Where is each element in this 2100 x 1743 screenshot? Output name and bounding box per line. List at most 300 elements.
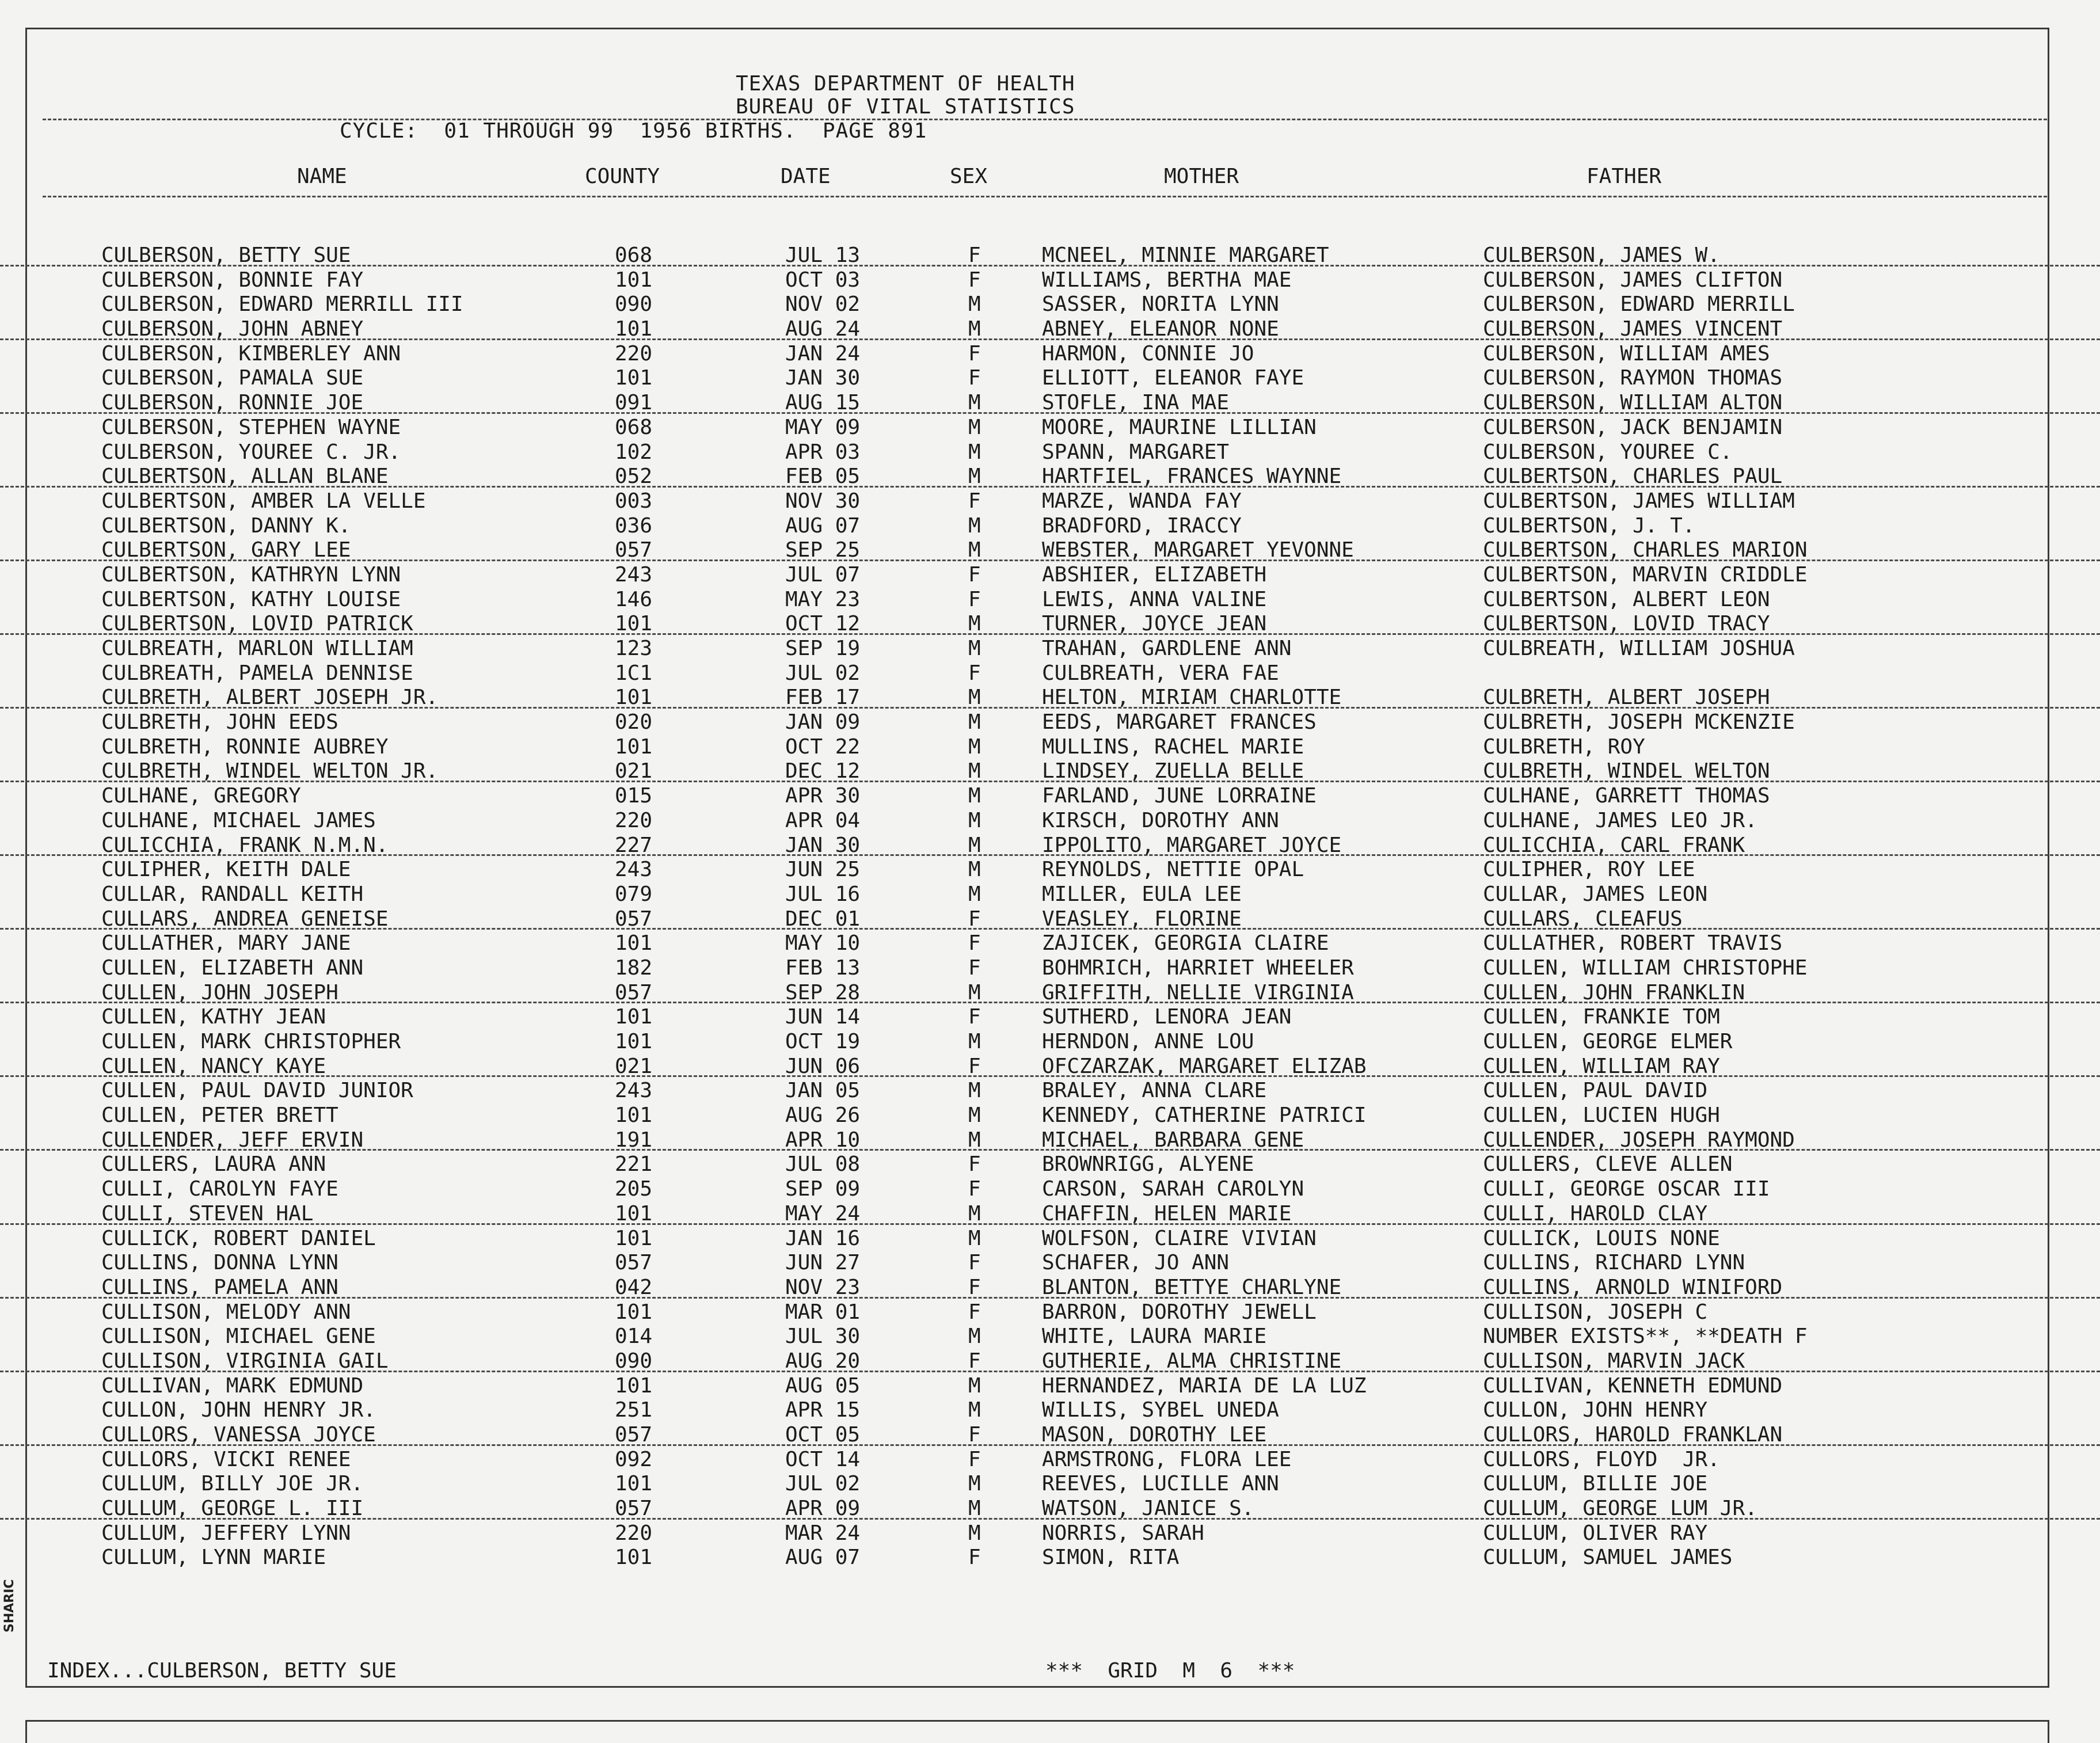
county-code: 057 bbox=[615, 1423, 653, 1447]
father-name: CULBRETH, ROY bbox=[1483, 735, 1645, 759]
table-row bbox=[0, 1127, 2100, 1151]
child-name: CULBERTSON, AMBER LA VELLE bbox=[101, 489, 426, 513]
mother-name: OFCZARZAK, MARGARET ELIZAB bbox=[1042, 1054, 1367, 1078]
birth-date: FEB 13 bbox=[785, 956, 861, 980]
table-row bbox=[0, 782, 2100, 807]
birth-date: DEC 12 bbox=[785, 759, 861, 783]
county-code: 101 bbox=[615, 1030, 653, 1053]
county-code: 101 bbox=[615, 1005, 653, 1029]
mother-name: MICHAEL, BARBARA GENE bbox=[1042, 1128, 1304, 1152]
child-name: CULLEN, KATHY JEAN bbox=[101, 1005, 326, 1029]
county-code: 1C1 bbox=[615, 661, 653, 685]
county-code: 101 bbox=[615, 612, 653, 636]
child-name: CULBERTSON, DANNY K. bbox=[101, 513, 351, 538]
sex: F bbox=[968, 341, 981, 366]
mother-name: MCNEEL, MINNIE MARGARET bbox=[1042, 243, 1329, 267]
sex: M bbox=[968, 465, 981, 489]
table-row bbox=[0, 1323, 2100, 1348]
table-row bbox=[0, 1151, 2100, 1175]
birth-date: APR 10 bbox=[785, 1128, 861, 1152]
county-code: 057 bbox=[615, 1497, 653, 1521]
mother-name: MASON, DOROTHY LEE bbox=[1042, 1423, 1267, 1447]
sex: M bbox=[968, 391, 981, 415]
father-name: CULIPHER, ROY LEE bbox=[1483, 858, 1695, 882]
county-code: 102 bbox=[615, 440, 653, 464]
county-code: 052 bbox=[615, 465, 653, 489]
sex: F bbox=[968, 1251, 981, 1275]
table-row bbox=[0, 1028, 2100, 1053]
mother-name: VEASLEY, FLORINE bbox=[1042, 907, 1242, 931]
father-name: CULLUM, SAMUEL JAMES bbox=[1483, 1546, 1733, 1570]
table-row bbox=[0, 1053, 2100, 1078]
mother-name: BRADFORD, IRACCY bbox=[1042, 513, 1242, 538]
table-row bbox=[0, 979, 2100, 1004]
sex: M bbox=[968, 415, 981, 439]
mother-name: HERNANDEZ, MARIA DE LA LUZ bbox=[1042, 1373, 1367, 1398]
sex: M bbox=[968, 1128, 981, 1152]
table-row bbox=[0, 488, 2100, 512]
sex: M bbox=[968, 808, 981, 832]
birth-date: JUN 27 bbox=[785, 1251, 861, 1275]
county-code: 146 bbox=[615, 587, 653, 611]
table-row bbox=[0, 1348, 2100, 1372]
table-row bbox=[0, 660, 2100, 684]
child-name: CULBRETH, WINDEL WELTON JR. bbox=[101, 759, 439, 783]
table-row bbox=[0, 340, 2100, 365]
table-row bbox=[0, 315, 2100, 340]
father-name: CULLEN, FRANKIE TOM bbox=[1483, 1005, 1720, 1029]
birth-date: JAN 09 bbox=[785, 710, 861, 735]
child-name: CULLATHER, MARY JANE bbox=[101, 931, 351, 956]
mother-name: WILLIAMS, BERTHA MAE bbox=[1042, 268, 1292, 292]
sex: M bbox=[968, 1373, 981, 1398]
county-code: 057 bbox=[615, 980, 653, 1004]
sex: F bbox=[968, 1349, 981, 1373]
sex: M bbox=[968, 292, 981, 317]
father-name: CULBREATH, WILLIAM JOSHUA bbox=[1483, 637, 1795, 660]
mother-name: LINDSEY, ZUELLA BELLE bbox=[1042, 759, 1304, 783]
child-name: CULBERSON, JOHN ABNEY bbox=[101, 317, 364, 341]
child-name: CULLORS, VICKI RENEE bbox=[101, 1447, 351, 1471]
mother-name: WATSON, JANICE S. bbox=[1042, 1497, 1254, 1521]
child-name: CULBERTSON, ALLAN BLANE bbox=[101, 465, 389, 489]
father-name: CULLORS, FLOYD JR. bbox=[1483, 1447, 1720, 1471]
table-row bbox=[0, 586, 2100, 611]
sex: F bbox=[968, 1423, 981, 1447]
birth-date: JUN 06 bbox=[785, 1054, 861, 1078]
birth-date: SEP 19 bbox=[785, 637, 861, 660]
father-name: CULBERTSON, J. T. bbox=[1483, 513, 1695, 538]
birth-date: DEC 01 bbox=[785, 907, 861, 931]
child-name: CULBERSON, EDWARD MERRILL III bbox=[101, 292, 463, 317]
birth-date: JUL 13 bbox=[785, 243, 861, 267]
county-code: 101 bbox=[615, 1546, 653, 1570]
sex: F bbox=[968, 243, 981, 267]
father-name: CULLEN, WILLIAM RAY bbox=[1483, 1054, 1720, 1078]
county-code: 090 bbox=[615, 1349, 653, 1373]
child-name: CULLON, JOHN HENRY JR. bbox=[101, 1398, 376, 1422]
mother-name: MARZE, WANDA FAY bbox=[1042, 489, 1242, 513]
birth-date: AUG 07 bbox=[785, 513, 861, 538]
birth-date: OCT 22 bbox=[785, 735, 861, 759]
county-code: 101 bbox=[615, 1226, 653, 1250]
county-code: 015 bbox=[615, 784, 653, 808]
child-name: CULICCHIA, FRANK N.M.N. bbox=[101, 833, 389, 857]
table-row bbox=[0, 1421, 2100, 1446]
child-name: CULBREATH, PAMELA DENNISE bbox=[101, 661, 413, 685]
father-name: CULBRETH, ALBERT JOSEPH bbox=[1483, 686, 1770, 710]
county-code: 068 bbox=[615, 243, 653, 267]
child-name: CULLISON, MELODY ANN bbox=[101, 1300, 351, 1324]
mother-name: CHAFFIN, HELEN MARIE bbox=[1042, 1201, 1292, 1226]
mother-name: TURNER, JOYCE JEAN bbox=[1042, 612, 1267, 636]
mother-name: KIRSCH, DOROTHY ANN bbox=[1042, 808, 1279, 832]
sex: M bbox=[968, 440, 981, 464]
child-name: CULLISON, VIRGINIA GAIL bbox=[101, 1349, 389, 1373]
county-code: 101 bbox=[615, 686, 653, 710]
sex: M bbox=[968, 784, 981, 808]
child-name: CULLUM, JEFFERY LYNN bbox=[101, 1521, 351, 1545]
mother-name: KENNEDY, CATHERINE PATRICI bbox=[1042, 1103, 1367, 1128]
table-row bbox=[0, 881, 2100, 905]
table-row bbox=[0, 364, 2100, 389]
child-name: CULBERTSON, KATHY LOUISE bbox=[101, 587, 401, 611]
table-row bbox=[0, 1102, 2100, 1127]
header-bureau: BUREAU OF VITAL STATISTICS bbox=[736, 95, 1075, 119]
birth-date: JUL 30 bbox=[785, 1325, 861, 1349]
table-row bbox=[0, 414, 2100, 439]
mother-name: STOFLE, INA MAE bbox=[1042, 391, 1230, 415]
child-name: CULBERTSON, GARY LEE bbox=[101, 538, 351, 562]
sex: F bbox=[968, 1300, 981, 1324]
table-row bbox=[0, 905, 2100, 930]
child-name: CULLERS, LAURA ANN bbox=[101, 1152, 326, 1177]
birth-date: OCT 03 bbox=[785, 268, 861, 292]
father-name: CULBRETH, WINDEL WELTON bbox=[1483, 759, 1770, 783]
birth-date: MAY 09 bbox=[785, 415, 861, 439]
child-name: CULLEN, ELIZABETH ANN bbox=[101, 956, 364, 980]
table-row bbox=[0, 463, 2100, 488]
county-code: 220 bbox=[615, 808, 653, 832]
sex: F bbox=[968, 489, 981, 513]
county-code: 243 bbox=[615, 562, 653, 587]
col-header-date: DATE bbox=[781, 165, 831, 188]
mother-name: NORRIS, SARAH bbox=[1042, 1521, 1204, 1545]
table-row bbox=[0, 242, 2100, 267]
county-code: 101 bbox=[615, 268, 653, 292]
father-name: CULBERSON, JAMES CLIFTON bbox=[1483, 268, 1783, 292]
table-row bbox=[0, 930, 2100, 954]
child-name: CULLICK, ROBERT DANIEL bbox=[101, 1226, 376, 1250]
child-name: CULBERTSON, KATHRYN LYNN bbox=[101, 562, 401, 587]
father-name: CULBERSON, RAYMON THOMAS bbox=[1483, 366, 1783, 390]
mother-name: BROWNRIGG, ALYENE bbox=[1042, 1152, 1254, 1177]
birth-date: FEB 05 bbox=[785, 465, 861, 489]
sex: F bbox=[968, 268, 981, 292]
county-code: 014 bbox=[615, 1325, 653, 1349]
birth-date: NOV 30 bbox=[785, 489, 861, 513]
table-row bbox=[0, 512, 2100, 537]
father-name: CULBERSON, JAMES W. bbox=[1483, 243, 1720, 267]
father-name: CULLICK, LOUIS NONE bbox=[1483, 1226, 1720, 1250]
sex: F bbox=[968, 661, 981, 685]
father-name: CULBERTSON, JAMES WILLIAM bbox=[1483, 489, 1795, 513]
father-name: CULBERTSON, ALBERT LEON bbox=[1483, 587, 1770, 611]
father-name: CULLI, HAROLD CLAY bbox=[1483, 1201, 1708, 1226]
table-row bbox=[0, 1225, 2100, 1250]
mother-name: GRIFFITH, NELLIE VIRGINIA bbox=[1042, 980, 1354, 1004]
father-name: CULLERS, CLEVE ALLEN bbox=[1483, 1152, 1733, 1177]
father-name: CULLUM, GEORGE LUM JR. bbox=[1483, 1497, 1757, 1521]
county-code: 101 bbox=[615, 1472, 653, 1496]
child-name: CULBRETH, RONNIE AUBREY bbox=[101, 735, 389, 759]
table-row bbox=[0, 561, 2100, 586]
father-name: CULLINS, ARNOLD WINIFORD bbox=[1483, 1275, 1783, 1299]
birth-date: AUG 07 bbox=[785, 1546, 861, 1570]
mother-name: MULLINS, RACHEL MARIE bbox=[1042, 735, 1304, 759]
father-name: CULLORS, HAROLD FRANKLAN bbox=[1483, 1423, 1783, 1447]
birth-date: JUN 25 bbox=[785, 858, 861, 882]
sex: M bbox=[968, 513, 981, 538]
county-code: 079 bbox=[615, 882, 653, 906]
father-name: CULBERTSON, MARVIN CRIDDLE bbox=[1483, 562, 1808, 587]
table-row bbox=[0, 709, 2100, 733]
birth-date: JUL 02 bbox=[785, 1472, 861, 1496]
father-name: CULBERSON, EDWARD MERRILL bbox=[1483, 292, 1795, 317]
birth-date: APR 30 bbox=[785, 784, 861, 808]
county-code: 220 bbox=[615, 341, 653, 366]
mother-name: GUTHERIE, ALMA CHRISTINE bbox=[1042, 1349, 1342, 1373]
county-code: 068 bbox=[615, 415, 653, 439]
birth-date: OCT 12 bbox=[785, 612, 861, 636]
mother-name: ABNEY, ELEANOR NONE bbox=[1042, 317, 1279, 341]
father-name: CULLEN, WILLIAM CHRISTOPHE bbox=[1483, 956, 1808, 980]
table-row bbox=[0, 291, 2100, 315]
child-name: CULLENDER, JEFF ERVIN bbox=[101, 1128, 364, 1152]
child-name: CULBERSON, BONNIE FAY bbox=[101, 268, 364, 292]
county-code: 090 bbox=[615, 292, 653, 317]
mother-name: SIMON, RITA bbox=[1042, 1546, 1180, 1570]
father-name: CULHANE, GARRETT THOMAS bbox=[1483, 784, 1770, 808]
county-code: 021 bbox=[615, 1054, 653, 1078]
county-code: 101 bbox=[615, 1201, 653, 1226]
father-name: CULLEN, JOHN FRANKLIN bbox=[1483, 980, 1745, 1004]
birth-date: MAY 10 bbox=[785, 931, 861, 956]
child-name: CULBERSON, BETTY SUE bbox=[101, 243, 351, 267]
child-name: CULBERSON, PAMALA SUE bbox=[101, 366, 364, 390]
birth-date: JUN 14 bbox=[785, 1005, 861, 1029]
sex: F bbox=[968, 1275, 981, 1299]
father-name: CULLUM, OLIVER RAY bbox=[1483, 1521, 1708, 1545]
mother-name: BARRON, DOROTHY JEWELL bbox=[1042, 1300, 1317, 1324]
col-header-mother: MOTHER bbox=[1164, 165, 1239, 188]
father-name: NUMBER EXISTS**, **DEATH F bbox=[1483, 1325, 1808, 1349]
mother-name: WEBSTER, MARGARET YEVONNE bbox=[1042, 538, 1354, 562]
birth-date: APR 03 bbox=[785, 440, 861, 464]
table-row bbox=[0, 1299, 2100, 1323]
mother-name: WILLIS, SYBEL UNEDA bbox=[1042, 1398, 1279, 1422]
county-code: 191 bbox=[615, 1128, 653, 1152]
county-code: 021 bbox=[615, 759, 653, 783]
sex: M bbox=[968, 637, 981, 660]
child-name: CULLUM, GEORGE L. III bbox=[101, 1497, 364, 1521]
table-row bbox=[0, 1544, 2100, 1569]
father-name: CULBERSON, WILLIAM AMES bbox=[1483, 341, 1770, 366]
table-row bbox=[0, 1077, 2100, 1102]
birth-date: OCT 19 bbox=[785, 1030, 861, 1053]
mother-name: TRAHAN, GARDLENE ANN bbox=[1042, 637, 1292, 660]
table-row bbox=[0, 954, 2100, 979]
sex: F bbox=[968, 956, 981, 980]
table-row bbox=[0, 1470, 2100, 1495]
sex: M bbox=[968, 1472, 981, 1496]
mother-name: LEWIS, ANNA VALINE bbox=[1042, 587, 1267, 611]
county-code: 101 bbox=[615, 735, 653, 759]
county-code: 205 bbox=[615, 1177, 653, 1201]
table-row bbox=[0, 389, 2100, 414]
table-row bbox=[0, 536, 2100, 561]
table-row bbox=[0, 1396, 2100, 1421]
mother-name: REEVES, LUCILLE ANN bbox=[1042, 1472, 1279, 1496]
table-row bbox=[0, 1003, 2100, 1028]
father-name: CULLEN, LUCIEN HUGH bbox=[1483, 1103, 1720, 1128]
birth-date: APR 04 bbox=[785, 808, 861, 832]
table-row bbox=[0, 1249, 2100, 1274]
sex: M bbox=[968, 833, 981, 857]
table-row bbox=[0, 635, 2100, 660]
child-name: CULLAR, RANDALL KEITH bbox=[101, 882, 364, 906]
father-name: CULBERSON, JACK BENJAMIN bbox=[1483, 415, 1783, 439]
child-name: CULHANE, GREGORY bbox=[101, 784, 301, 808]
birth-date: JUL 16 bbox=[785, 882, 861, 906]
county-code: 057 bbox=[615, 538, 653, 562]
sex: F bbox=[968, 1054, 981, 1078]
county-code: 101 bbox=[615, 317, 653, 341]
birth-date: AUG 05 bbox=[785, 1373, 861, 1398]
sex: M bbox=[968, 317, 981, 341]
father-name: CULLUM, BILLIE JOE bbox=[1483, 1472, 1708, 1496]
mother-name: SASSER, NORITA LYNN bbox=[1042, 292, 1279, 317]
county-code: 227 bbox=[615, 833, 653, 857]
next-page-frame bbox=[25, 1720, 2049, 1743]
child-name: CULLI, CAROLYN FAYE bbox=[101, 1177, 338, 1201]
sex: M bbox=[968, 858, 981, 882]
column-header-rule bbox=[43, 196, 2047, 197]
footer-grid: *** GRID M 6 *** bbox=[1045, 1659, 1295, 1683]
child-name: CULLUM, BILLY JOE JR. bbox=[101, 1472, 364, 1496]
table-row bbox=[0, 1495, 2100, 1520]
table-row bbox=[0, 832, 2100, 857]
side-label: SHARIC bbox=[2, 1579, 17, 1632]
father-name: CULLEN, PAUL DAVID bbox=[1483, 1079, 1708, 1103]
child-name: CULLINS, DONNA LYNN bbox=[101, 1251, 338, 1275]
sex: F bbox=[968, 562, 981, 587]
table-row bbox=[0, 684, 2100, 709]
sex: M bbox=[968, 538, 981, 562]
child-name: CULLORS, VANESSA JOYCE bbox=[101, 1423, 376, 1447]
father-name: CULLISON, JOSEPH C bbox=[1483, 1300, 1708, 1324]
birth-date: NOV 02 bbox=[785, 292, 861, 317]
birth-date: JUL 07 bbox=[785, 562, 861, 587]
header-cycle: CYCLE: 01 THROUGH 99 1956 BIRTHS. PAGE 891 bbox=[340, 119, 927, 143]
birth-date: AUG 24 bbox=[785, 317, 861, 341]
mother-name: EEDS, MARGARET FRANCES bbox=[1042, 710, 1317, 735]
father-name: CULLON, JOHN HENRY bbox=[1483, 1398, 1708, 1422]
child-name: CULLINS, PAMELA ANN bbox=[101, 1275, 338, 1299]
father-name: CULBRETH, JOSEPH MCKENZIE bbox=[1483, 710, 1795, 735]
mother-name: HELTON, MIRIAM CHARLOTTE bbox=[1042, 686, 1342, 710]
birth-date: FEB 17 bbox=[785, 686, 861, 710]
child-name: CULHANE, MICHAEL JAMES bbox=[101, 808, 376, 832]
county-code: 057 bbox=[615, 1251, 653, 1275]
sex: M bbox=[968, 1079, 981, 1103]
county-code: 101 bbox=[615, 1103, 653, 1128]
child-name: CULLARS, ANDREA GENEISE bbox=[101, 907, 389, 931]
sex: M bbox=[968, 1103, 981, 1128]
child-name: CULLEN, JOHN JOSEPH bbox=[101, 980, 338, 1004]
sex: M bbox=[968, 882, 981, 906]
birth-date: OCT 14 bbox=[785, 1447, 861, 1471]
sex: M bbox=[968, 735, 981, 759]
birth-date: SEP 09 bbox=[785, 1177, 861, 1201]
sex: F bbox=[968, 1152, 981, 1177]
sex: M bbox=[968, 1521, 981, 1545]
sex: M bbox=[968, 686, 981, 710]
child-name: CULLEN, NANCY KAYE bbox=[101, 1054, 326, 1078]
county-code: 020 bbox=[615, 710, 653, 735]
county-code: 101 bbox=[615, 366, 653, 390]
birth-date: MAR 01 bbox=[785, 1300, 861, 1324]
sex: M bbox=[968, 759, 981, 783]
county-code: 221 bbox=[615, 1152, 653, 1177]
child-name: CULLISON, MICHAEL GENE bbox=[101, 1325, 376, 1349]
sex: M bbox=[968, 710, 981, 735]
father-name: CULLEN, GEORGE ELMER bbox=[1483, 1030, 1733, 1053]
county-code: 251 bbox=[615, 1398, 653, 1422]
father-name: CULLENDER, JOSEPH RAYMOND bbox=[1483, 1128, 1795, 1152]
county-code: 123 bbox=[615, 637, 653, 660]
sex: M bbox=[968, 1325, 981, 1349]
birth-date: MAY 24 bbox=[785, 1201, 861, 1226]
sex: M bbox=[968, 612, 981, 636]
table-row bbox=[0, 733, 2100, 758]
county-code: 003 bbox=[615, 489, 653, 513]
county-code: 091 bbox=[615, 391, 653, 415]
county-code: 092 bbox=[615, 1447, 653, 1471]
mother-name: SUTHERD, LENORA JEAN bbox=[1042, 1005, 1292, 1029]
father-name: CULBERSON, WILLIAM ALTON bbox=[1483, 391, 1783, 415]
father-name: CULBERTSON, LOVID TRACY bbox=[1483, 612, 1770, 636]
table-row bbox=[0, 1372, 2100, 1397]
sex: F bbox=[968, 366, 981, 390]
sex: F bbox=[968, 907, 981, 931]
header-department: TEXAS DEPARTMENT OF HEALTH bbox=[736, 72, 1075, 96]
table-row bbox=[0, 1175, 2100, 1200]
sex: F bbox=[968, 1546, 981, 1570]
sex: F bbox=[968, 587, 981, 611]
child-name: CULIPHER, KEITH DALE bbox=[101, 858, 351, 882]
county-code: 057 bbox=[615, 907, 653, 931]
father-name: CULBERSON, JAMES VINCENT bbox=[1483, 317, 1783, 341]
county-code: 101 bbox=[615, 1300, 653, 1324]
birth-date: JAN 24 bbox=[785, 341, 861, 366]
sex: M bbox=[968, 1497, 981, 1521]
mother-name: HARMON, CONNIE JO bbox=[1042, 341, 1254, 366]
birth-date: JUL 08 bbox=[785, 1152, 861, 1177]
birth-date: NOV 23 bbox=[785, 1275, 861, 1299]
county-code: 101 bbox=[615, 931, 653, 956]
table-row bbox=[0, 856, 2100, 881]
